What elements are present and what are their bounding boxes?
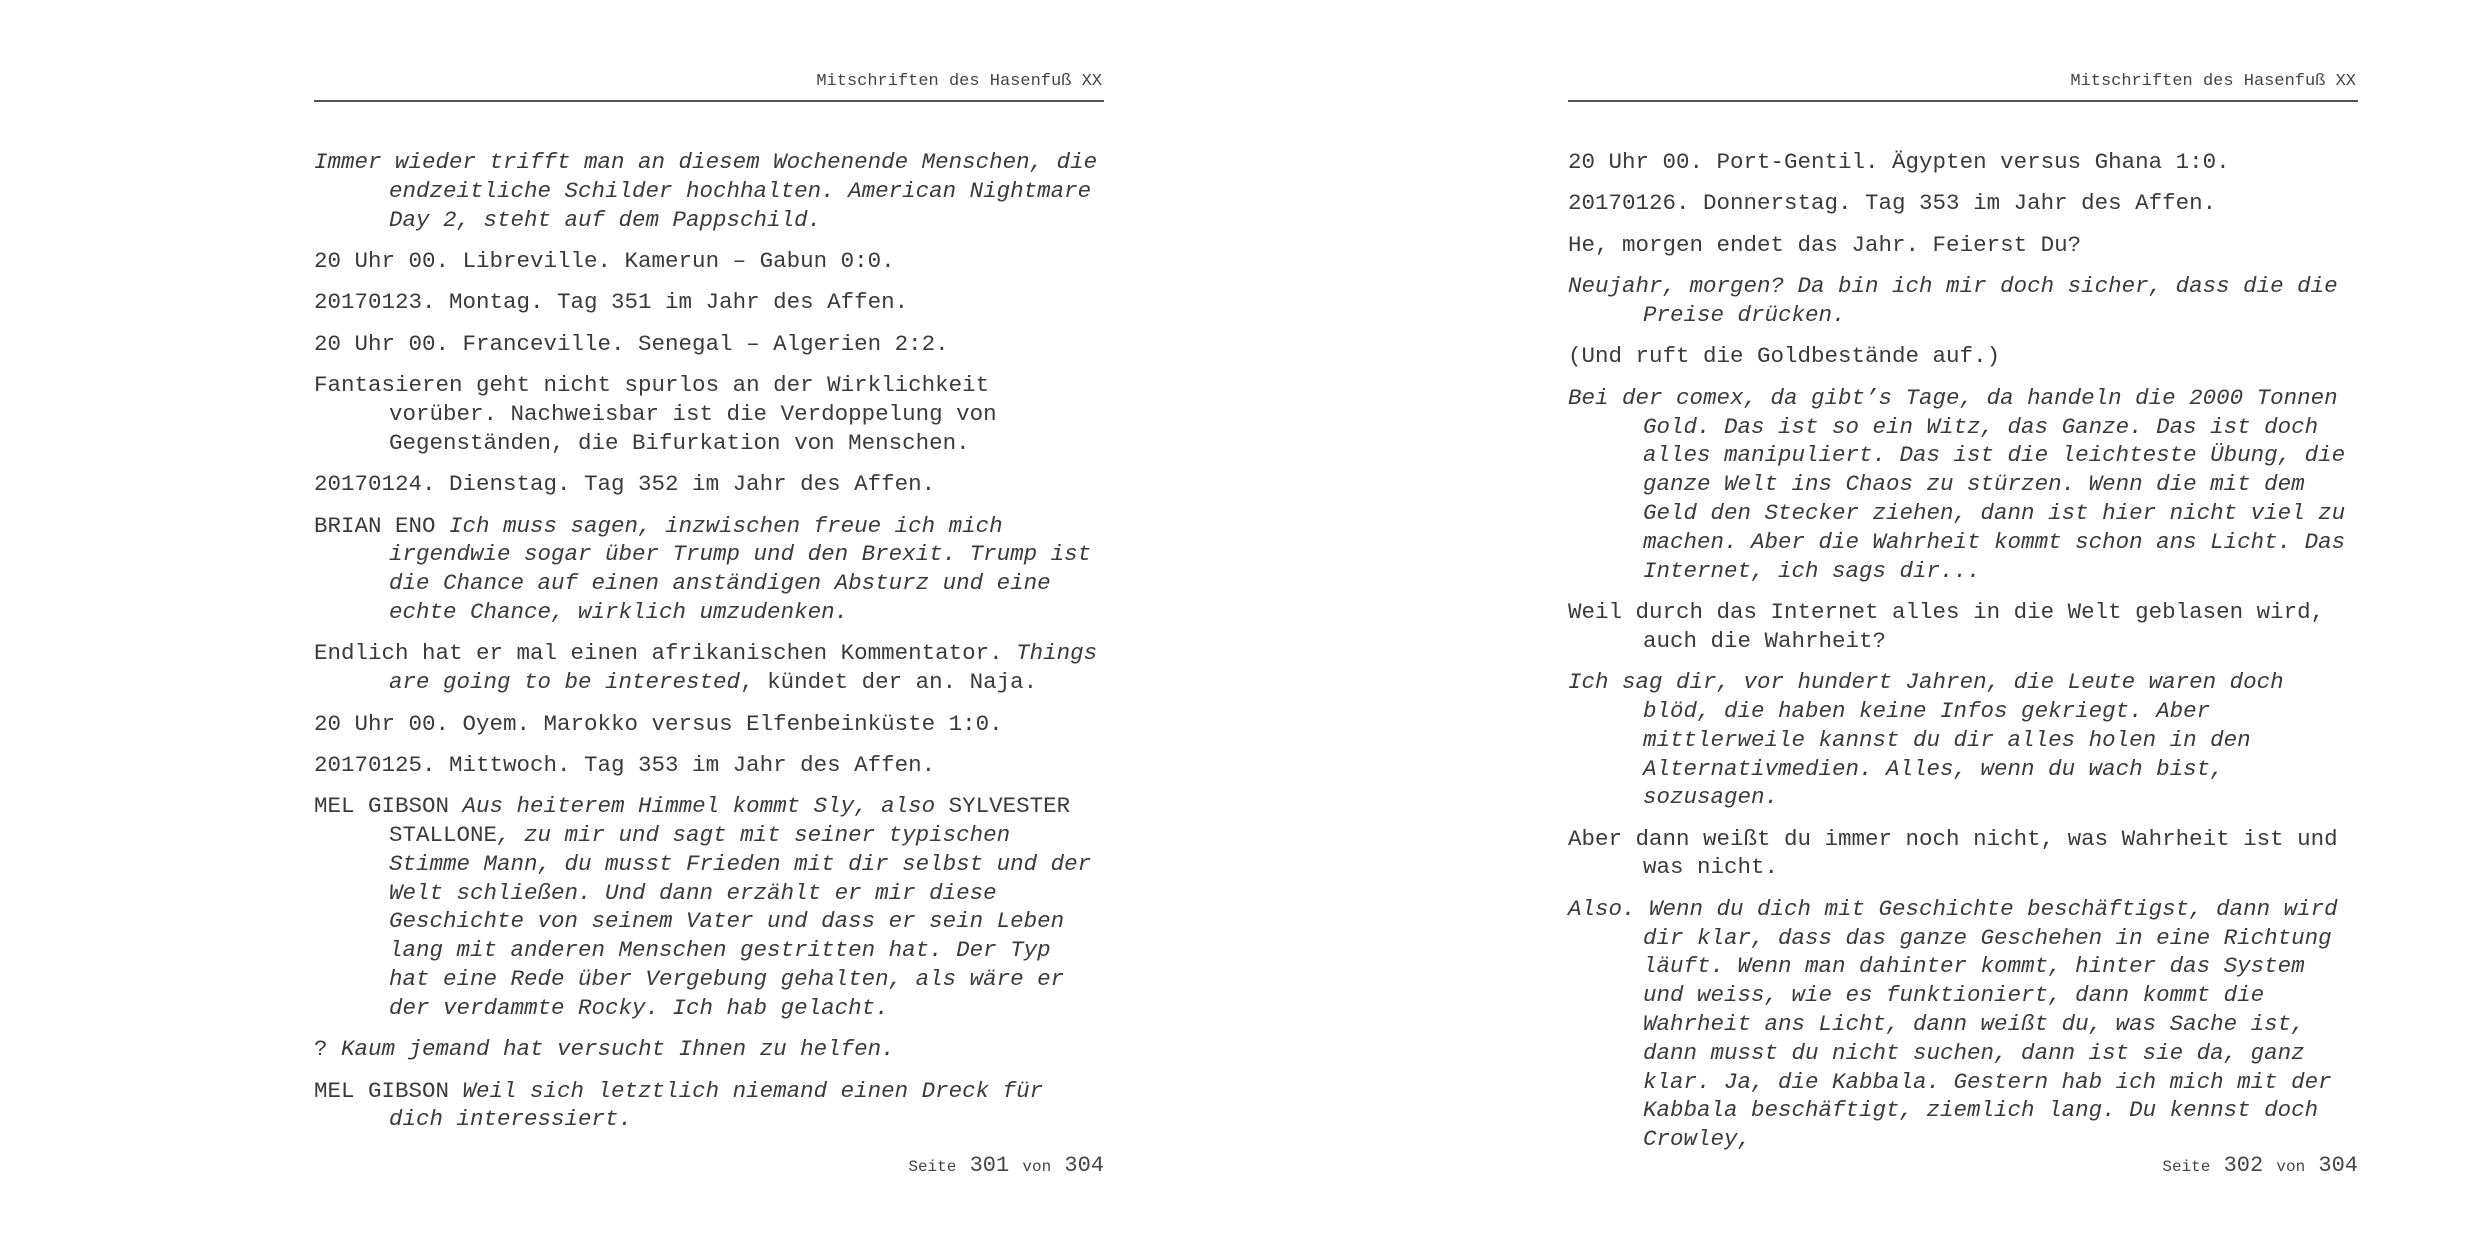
italic-text: Also. Wenn du dich mit Geschichte beschäftigst, dann wird dir klar, dass das ganze Geschehen in eine Richtung läuft. Wenn man dahinter kommt, hinter das System und weiss, wie es funktioniert, dann kommt die Wahrheit ans Licht, dann weißt du, was Sache ist, dann musst du nicht suchen, dann ist sie da, ganz klar. Ja, die Kabbala. Gestern hab ich mich mit der Kabbala beschäftigt, ziemlich lang. Du kennst doch Crowley, — [1568, 895, 2338, 1153]
text-run: 20 Uhr 00. Franceville. Senegal – Algerien 2:2. — [314, 330, 949, 357]
text-run: 20 Uhr 00. Oyem. Marokko versus Elfenbeinküste 1:0. — [314, 710, 1003, 737]
text-run: 20 Uhr 00. Port-Gentil. Ägypten versus Ghana 1:0. — [1568, 149, 2230, 175]
paragraph — [314, 371, 1104, 457]
text-run: MEL GIBSON — [314, 1077, 463, 1104]
page-footer — [908, 1152, 1104, 1181]
italic-text: Neujahr, morgen? Da bin ich mir doch sicher, dass die die Preise drücken. — [1568, 273, 2338, 328]
left-page — [314, 0, 1104, 1240]
text-run: He, morgen endet das Jahr. Feierst Du? — [1568, 231, 2082, 258]
text-run: ? — [314, 1036, 342, 1063]
italic-text: Ich sag dir, vor hundert Jahren, die Leute waren doch blöd, die haben keine Infos gekriegt. Aber mittlerweile kannst du dir alles holen in den Alternativmedien. Alles, wenn du wach bist, sozusagen. — [1568, 669, 2284, 811]
paragraph — [1568, 895, 2358, 1154]
italic-text: Aus heiterem Himmel kommt Sly, also — [462, 793, 949, 820]
paragraph — [314, 247, 1104, 276]
paragraph — [314, 639, 1104, 697]
paragraph — [1568, 384, 2358, 586]
italic-text: Weil sich letztlich niemand einen Dreck für dich interessiert. — [389, 1077, 1044, 1133]
text-run: Weil durch das Internet alles in die Welt geblasen wird, auch die Wahrheit? — [1568, 598, 2325, 654]
footer-von: von — [2276, 1158, 2306, 1176]
header-title: Mitschriften des Hasenfuß XX — [816, 72, 1102, 91]
italic-text: Things are going to be interested — [389, 640, 1098, 696]
text-run: BRIAN ENO — [314, 512, 450, 539]
paragraph — [314, 512, 1104, 627]
paragraph — [1568, 272, 2358, 330]
italic-text: Kaum jemand hat versucht Ihnen zu helfen. — [341, 1036, 895, 1063]
right-page — [1568, 0, 2358, 1240]
page-number: 301 — [969, 1153, 1010, 1178]
paragraph — [314, 288, 1104, 317]
page-total: 304 — [2318, 1153, 2358, 1178]
paragraph — [314, 1035, 1104, 1064]
page-header — [1568, 72, 2358, 102]
text-run: SYLVESTER STALLONE — [389, 793, 1071, 849]
paragraph — [314, 710, 1104, 739]
paragraph — [314, 148, 1104, 234]
paragraph — [314, 792, 1104, 1022]
paragraph — [314, 1077, 1104, 1135]
text-run: , kündet der an. Naja. — [740, 669, 1038, 696]
italic-text: Ich muss sagen, inzwischen freue ich mich irgendwie sogar über Trump und den Brexit. Trump ist die Chance auf einen anständigen Absturz und eine echte Chance, wirklich umzudenken. — [389, 512, 1092, 625]
paragraph — [314, 470, 1104, 499]
paragraph — [1568, 342, 2358, 371]
paragraph — [1568, 598, 2358, 656]
paragraph — [1568, 231, 2358, 260]
text-run: Endlich hat er mal einen afrikanischen Kommentator. — [314, 640, 1017, 667]
paragraph — [314, 330, 1104, 359]
text-run: Aber dann weißt du immer noch nicht, was Wahrheit ist und was nicht. — [1568, 825, 2338, 881]
footer-von: von — [1022, 1158, 1052, 1176]
page-body — [314, 148, 1104, 1147]
page-body — [1568, 148, 2358, 1167]
footer-seite: Seite — [908, 1158, 957, 1176]
header-title: Mitschriften des Hasenfuß XX — [2070, 72, 2356, 91]
italic-text: , zu mir und sagt mit seiner typischen Stimme Mann, du musst Frieden mit dir selbst und der Welt schließen. Und dann erzählt er mir diese Geschichte von seinem Vater und dass er sein Leben lang mit anderen Menschen gestritten hat. Der Typ hat eine Rede über Vergebung gehalten, als wäre er der verdammte Rocky. Ich hab gelacht. — [389, 822, 1092, 1021]
text-run: 20170123. Montag. Tag 351 im Jahr des Affen. — [314, 289, 909, 316]
paragraph — [1568, 189, 2358, 218]
text-run: 20170124. Dienstag. Tag 352 im Jahr des Affen. — [314, 471, 936, 498]
paragraph — [1568, 668, 2358, 812]
paragraph — [1568, 825, 2358, 883]
paragraph — [1568, 148, 2358, 177]
page-footer — [2162, 1152, 2358, 1181]
footer-seite: Seite — [2162, 1158, 2211, 1176]
italic-text: Immer wieder trifft man an diesem Wochenende Menschen, die endzeitliche Schilder hochhalten. American Nightmare Day 2, steht auf dem Pappschild. — [314, 149, 1098, 233]
text-run: 20 Uhr 00. Libreville. Kamerun – Gabun 0:0. — [314, 247, 895, 274]
text-run: (Und ruft die Goldbestände auf.) — [1568, 343, 2001, 370]
page-header — [314, 72, 1104, 102]
italic-text: Bei der comex, da gibt’s Tage, da handeln die 2000 Tonnen Gold. Das ist so ein Witz, das Ganze. Das ist doch alles manipuliert. Das ist die leichteste Übung, die ganze Welt ins Chaos zu stürzen. Wenn die mit dem Geld den Stecker ziehen, dann ist hier nicht viel zu machen. Aber die Wahrheit kommt schon ans Licht. Das Internet, ich sags dir... — [1568, 384, 2346, 584]
paragraph — [314, 751, 1104, 780]
text-run: Fantasieren geht nicht spurlos an der Wirklichkeit vorüber. Nachweisbar ist die Verdoppelung von Gegenständen, die Bifurkation von Menschen. — [314, 372, 997, 456]
page-number: 302 — [2223, 1153, 2264, 1178]
text-run: 20170126. Donnerstag. Tag 353 im Jahr des Affen. — [1568, 190, 2217, 217]
text-run: 20170125. Mittwoch. Tag 353 im Jahr des Affen. — [314, 751, 936, 778]
page-total: 304 — [1064, 1153, 1104, 1178]
text-run: MEL GIBSON — [314, 793, 463, 820]
